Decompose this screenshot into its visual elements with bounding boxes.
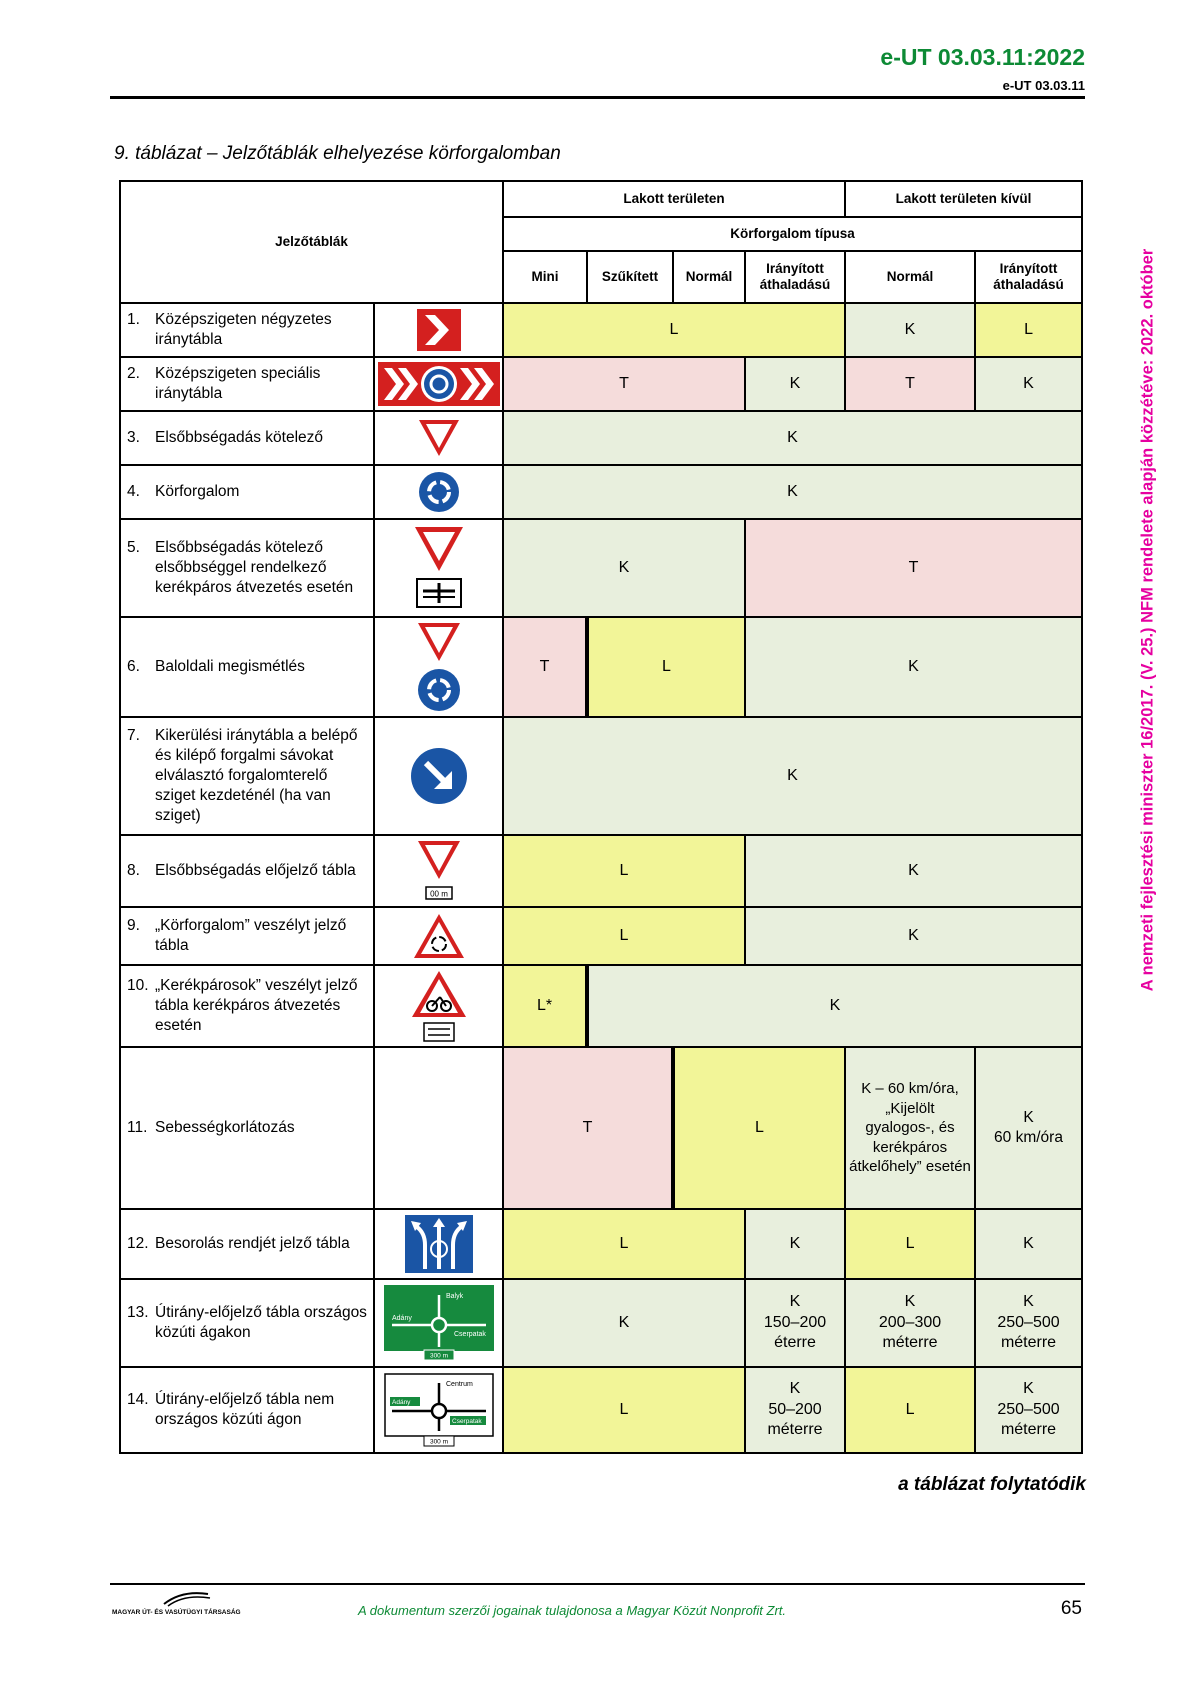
row-name: „Körforgalom” veszélyt jelző tábla [155,916,347,954]
page-number: 65 [1060,1598,1082,1619]
cell-value: K [745,617,1082,717]
cell-value: L [503,1367,745,1453]
row-number: 9. [127,916,140,934]
cell-value: L [673,1047,845,1209]
cell-value: L [845,1367,975,1453]
white-sign-top-text: Centrum [445,1381,473,1388]
header-inside: Lakott területen [503,181,845,217]
cell-value: T [845,357,975,411]
row-name: Útirány-előjelző tábla országos közúti ágakon [155,1303,367,1341]
table-row [120,1367,1082,1453]
cell-value: L [587,617,745,717]
table-row [120,303,1082,357]
table-row [120,411,1082,465]
row-number: 3. [127,428,140,446]
logo-text: MAGYAR ÚT- ÉS VASÚTÜGYI TÁRSASÁG [112,1609,241,1616]
footer-rule [110,1583,1085,1585]
give-way-advance-sign-icon [374,835,503,907]
row-name: Baloldali megismétlés [155,657,305,675]
cell-value: K 250–500 méterre [975,1367,1082,1453]
header-signs: Jelzőtáblák [120,181,503,303]
keep-right-sign-icon [374,717,503,835]
society-logo [112,1590,262,1616]
cell-value: L [503,835,745,907]
continuation-note: a táblázat folytatódik [898,1474,1086,1495]
table-row [120,907,1082,965]
cell-value: K [745,1209,845,1279]
table-row [120,835,1082,907]
row-number: 8. [127,861,140,879]
row-number: 4. [127,482,140,500]
table-row [120,357,1082,411]
cell-value: K [587,965,1082,1047]
cell-value: K [503,717,1082,835]
green-sign-top-text: Balyk [445,1293,463,1300]
row-name: Elsőbbségadás előjelző tábla [155,861,356,879]
col-narrow: Szűkített [587,251,673,303]
row-name: „Kerékpárosok” veszélyt jelző tábla kerékpáros átvezetés esetén [155,976,358,1035]
row-number: 12. [127,1234,149,1252]
cell-value: K [845,303,975,357]
table-row [120,965,1082,1047]
empty-sign-cell [374,1047,503,1209]
cell-value: K 250–500 méterre [975,1279,1082,1367]
cell-value: T [503,1047,673,1209]
special-direction-sign-icon [374,357,503,411]
cell-value: K [503,411,1082,465]
cell-value: K [745,907,1082,965]
cell-value: K 50–200 méterre [745,1367,845,1453]
cell-value: K [503,465,1082,519]
table-row [120,617,1082,717]
col-directed: Irányított áthaladású [745,251,845,303]
cell-value: T [503,617,587,717]
green-sign-distance-text: 300 m [429,1352,448,1360]
green-sign-left-text: Adány [391,1315,412,1322]
copyright-note: A dokumentum szerzői jogainak tulajdonosa a Magyar Közút Nonprofit Zrt. [358,1603,787,1618]
row-name: Elsőbbségadás kötelező elsőbbséggel rendelkező kerékpáros átvezetés esetén [155,538,354,597]
side-publication-note: A nemzeti fejlesztési miniszter 16/2017. (V. 25.) NFM rendelete alapján közzétéve: 2022. október [1138,248,1157,992]
table-row [120,717,1082,835]
cell-value: K 60 km/óra [975,1047,1082,1209]
give-way-sign-icon [374,411,503,465]
chevron-sign-icon [374,303,503,357]
col-normal: Normál [673,251,745,303]
cell-value: L [503,303,845,357]
cell-value: K 150–200 éterre [745,1279,845,1367]
col-mini: Mini [503,251,587,303]
row-name: Középszigeten négyzetes iránytábla [155,310,332,348]
cell-value: K [975,357,1082,411]
table-row [120,519,1082,617]
row-number: 10. [127,976,149,994]
table-caption: 9. táblázat – Jelzőtáblák elhelyezése körforgalomban [114,143,561,164]
cell-value: L* [503,965,587,1047]
row-number: 11. [127,1118,148,1136]
white-sign-distance-text: 300 m [429,1438,448,1446]
cell-value: L [503,1209,745,1279]
cell-value: K [503,1279,745,1367]
cell-value: K 200–300 méterre [845,1279,975,1367]
row-number: 2. [127,364,140,382]
cell-value: T [745,519,1082,617]
row-name: Sebességkorlátozás [155,1118,295,1136]
cell-value: L [975,303,1082,357]
green-direction-sign-icon [374,1279,503,1367]
header-rule [110,96,1085,99]
cell-value: K [975,1209,1082,1279]
row-number: 7. [127,726,140,744]
give-way-roundabout-repeat-icon [374,617,503,717]
row-number: 5. [127,538,140,556]
cell-value: K [745,357,845,411]
table-row [120,1279,1082,1367]
row-name: Körforgalom [155,482,240,500]
table-row [120,1209,1082,1279]
white-direction-sign-icon [374,1367,503,1453]
col-normal-outside: Normál [845,251,975,303]
row-number: 6. [127,657,140,675]
row-number: 14. [127,1390,149,1408]
header-outside: Lakott területen kívül [845,181,1082,217]
cell-value: L [503,907,745,965]
header-type: Körforgalom típusa [503,217,1082,251]
roundabout-sign-icon [374,465,503,519]
cell-value: K [503,519,745,617]
signs-table [119,180,1083,1454]
cell-value: K – 60 km/óra, „Kijelölt gyalogos-, és kerékpáros átkelőhely” esetén [845,1047,975,1209]
document-id-small: e-UT 03.03.11 [1002,78,1085,93]
table-row [120,465,1082,519]
green-sign-right-text: Cserpatak [453,1331,486,1338]
lane-direction-sign-icon [374,1209,503,1279]
row-name: Besorolás rendjét jelző tábla [155,1234,350,1252]
col-directed-outside: Irányított áthaladású [975,251,1082,303]
row-name: Útirány-előjelző tábla nem országos közúti ágon [155,1390,335,1428]
white-sign-right-text: Cserpatak [451,1418,482,1425]
cell-value: T [503,357,745,411]
row-number: 1. [127,310,140,328]
plate-distance-text: 00 m [429,889,448,899]
white-sign-left-text: Adány [391,1399,410,1406]
table-row [120,1047,1082,1209]
row-name: Középszigeten speciális iránytábla [155,364,321,402]
document-id: e-UT 03.03.11:2022 [880,44,1085,70]
cyclists-warning-sign-icon [374,965,503,1047]
roundabout-warning-sign-icon [374,907,503,965]
cell-value: K [745,835,1082,907]
row-name: Elsőbbségadás kötelező [155,428,324,446]
row-number: 13. [127,1303,149,1321]
cell-value: L [845,1209,975,1279]
row-name: Kikerülési iránytábla a belépő és kilépő forgalmi sávokat elválasztó forgalomterelő sziget kezdeténél (ha van sziget) [155,726,358,825]
give-way-bicycle-crossing-icon [374,519,503,617]
